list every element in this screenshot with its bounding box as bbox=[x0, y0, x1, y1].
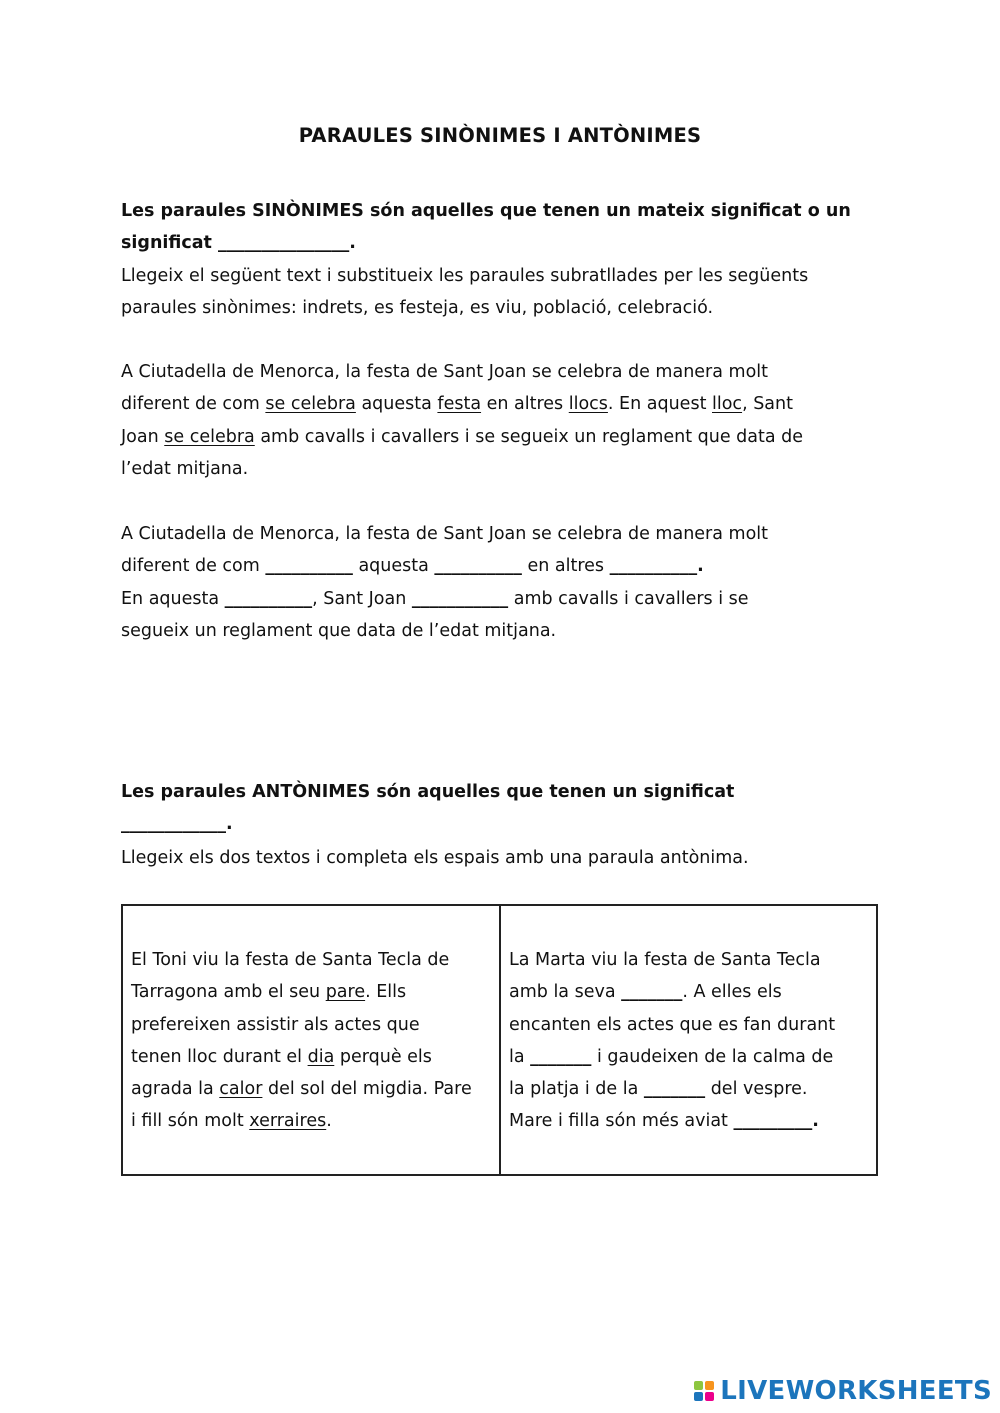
text-line: la platja i de la _______ del vespre. bbox=[509, 1079, 808, 1100]
text-line: El Toni viu la festa de Santa Tecla de bbox=[131, 950, 450, 970]
text-line: diferent de com se celebra aquesta festa en altres llocs. En aquest lloc, Sant bbox=[121, 394, 793, 415]
text-line: tenen lloc durant el dia perquè els bbox=[131, 1046, 432, 1067]
answer-blank[interactable]: __________. bbox=[609, 556, 704, 577]
antonyms-exercise-cell bbox=[501, 906, 876, 1174]
text-line: A Ciutadella de Menorca, la festa de Sant Joan se celebra de manera molt bbox=[121, 362, 769, 382]
text-line: segueix un reglament que data de l’edat mitjana. bbox=[121, 620, 557, 641]
answer-blank[interactable]: _________. bbox=[733, 1111, 819, 1132]
antonyms-definition-blank-line bbox=[121, 808, 881, 840]
definition-text: significat bbox=[121, 233, 219, 254]
underlined-word: pare bbox=[325, 982, 366, 1003]
instruction-line: Llegeix el següent text i substitueix les paraules subratllades per les següents bbox=[121, 266, 809, 286]
text-line: Mare i filla són més aviat _________. bbox=[509, 1111, 819, 1132]
synonyms-exercise-text bbox=[121, 518, 881, 647]
definition-blank[interactable]: _______________. bbox=[218, 233, 356, 254]
synonyms-source-text bbox=[121, 356, 881, 485]
underlined-word: calor bbox=[219, 1079, 263, 1100]
antonyms-instruction: Llegeix els dos textos i completa els espais amb una paraula antònima. bbox=[121, 848, 749, 868]
definition-blank[interactable]: ____________. bbox=[121, 814, 233, 834]
text-line: A Ciutadella de Menorca, la festa de Sant Joan se celebra de manera molt bbox=[121, 524, 769, 544]
answer-blank[interactable]: ___________ bbox=[411, 588, 509, 609]
underlined-word: se celebra bbox=[164, 426, 255, 447]
synonyms-instruction bbox=[121, 260, 881, 325]
antonyms-definition: Les paraules ANTÒNIMES són aquelles que tenen un significat bbox=[121, 782, 735, 802]
underlined-word: lloc bbox=[712, 394, 743, 415]
underlined-word: llocs bbox=[568, 394, 608, 415]
underlined-word: se celebra bbox=[265, 394, 356, 415]
text-line: En aquesta __________, Sant Joan ___________ amb cavalls i cavallers i se bbox=[121, 588, 749, 609]
underlined-word: festa bbox=[437, 394, 482, 415]
synonyms-definition bbox=[121, 195, 881, 260]
synonyms-definition-line1: Les paraules SINÒNIMES són aquelles que tenen un mateix significat o un bbox=[121, 201, 851, 221]
synonyms-definition-line2 bbox=[121, 227, 881, 259]
antonyms-source-cell bbox=[123, 906, 501, 1174]
text-line: l’edat mitjana. bbox=[121, 458, 249, 479]
liveworksheets-logo bbox=[694, 1374, 992, 1408]
text-line: i fill són molt xerraires. bbox=[131, 1111, 332, 1132]
text-line: La Marta viu la festa de Santa Tecla bbox=[509, 950, 821, 970]
page-title: PARAULES SINÒNIMES I ANTÒNIMES bbox=[298, 124, 702, 147]
antonyms-table bbox=[121, 904, 878, 1176]
answer-blank[interactable]: _______ bbox=[643, 1079, 706, 1100]
underlined-word: dia bbox=[307, 1046, 335, 1067]
text-line: prefereixen assistir als actes que bbox=[131, 1014, 420, 1035]
answer-blank[interactable]: __________ bbox=[434, 556, 522, 577]
text-line: Joan se celebra amb cavalls i cavallers i se segueix un reglament que data de bbox=[121, 426, 804, 447]
answer-blank[interactable]: _______ bbox=[621, 982, 683, 1003]
text-line: la _______ i gaudeixen de la calma de bbox=[509, 1046, 834, 1067]
logo-mark-icon bbox=[694, 1381, 714, 1401]
answer-blank[interactable]: __________ bbox=[224, 588, 313, 609]
text-line: diferent de com __________ aquesta __________ en altres __________. bbox=[121, 556, 704, 577]
text-line: agrada la calor del sol del migdia. Pare bbox=[131, 1079, 472, 1100]
text-line: Tarragona amb el seu pare. Ells bbox=[131, 982, 407, 1003]
answer-blank[interactable]: _______ bbox=[530, 1046, 592, 1067]
instruction-line: paraules sinònimes: indrets, es festeja, es viu, població, celebració. bbox=[121, 298, 714, 319]
text-line: amb la seva _______. A elles els bbox=[509, 982, 782, 1003]
underlined-word: xerraires bbox=[249, 1111, 327, 1132]
answer-blank[interactable]: __________ bbox=[265, 556, 353, 577]
text-line: encanten els actes que es fan durant bbox=[509, 1014, 836, 1035]
logo-text: LIVEWORKSHEETS bbox=[720, 1376, 992, 1406]
